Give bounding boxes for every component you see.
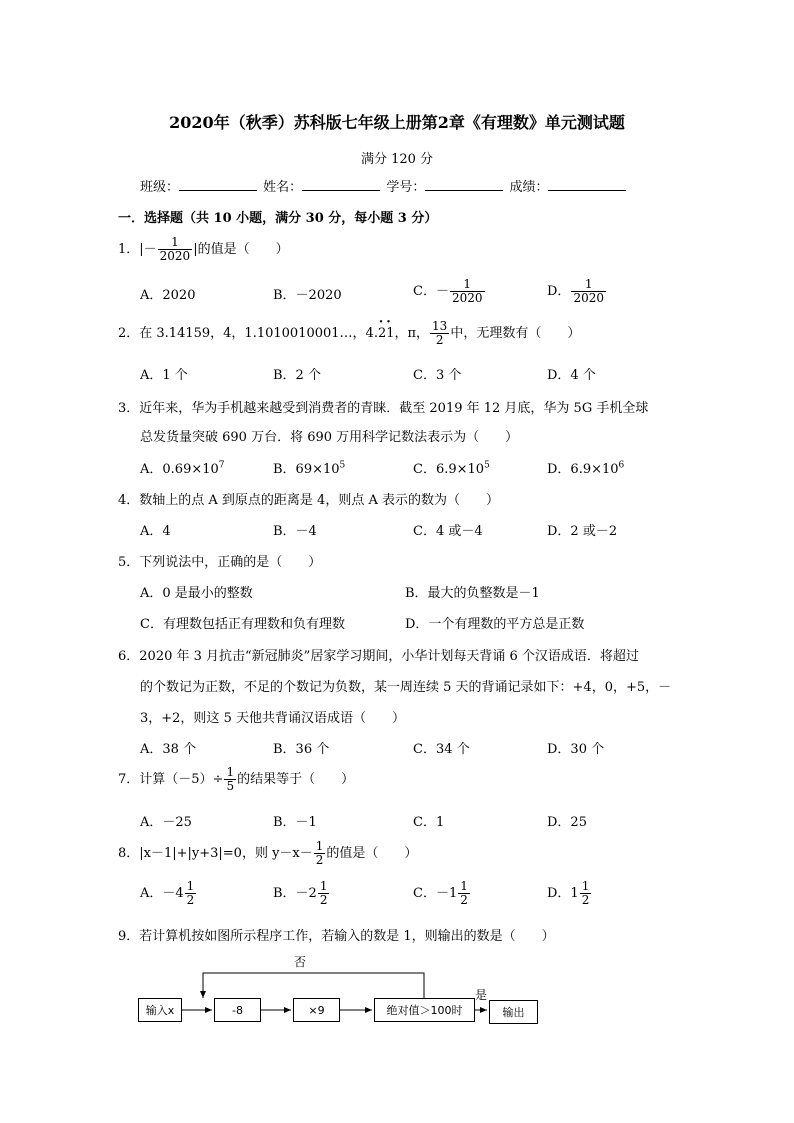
q5-option-a: A．0 是最小的整数 xyxy=(140,586,253,601)
section-heading: 一．选择题（共 10 小题，满分 30 分，每小题 3 分） xyxy=(118,211,438,226)
repeating-decimal: ·· 21 xyxy=(377,315,395,342)
q1-pre: 1．|－ xyxy=(118,242,157,258)
question-4: 4．数轴上的点 A 到原点的距离是 4，则点 A 表示的数为（ ） xyxy=(118,493,499,508)
q3-option-d: D．$6.9\times 10^6$ xyxy=(547,460,625,477)
arrow-loop-back xyxy=(203,973,424,1000)
q5-option-c: C．有理数包括正有理数和负有理数 xyxy=(140,617,345,632)
page-subtitle: 满分 120 分 xyxy=(360,152,434,167)
q1-option-d: D． $\frac{1}{2020}$ xyxy=(547,277,604,306)
score-blank xyxy=(548,176,626,191)
id-label: 学号： xyxy=(386,180,426,195)
q1-option-b: B．－2020 xyxy=(273,288,342,303)
flow-input-box: 输入x xyxy=(138,998,182,1022)
name-label: 姓名： xyxy=(263,180,303,195)
q4-option-c: C．4 或－4 xyxy=(413,524,483,539)
flow-condition-box: 绝对值＞100时 xyxy=(374,998,475,1022)
q2-option-b: B．2 个 xyxy=(273,368,321,383)
score-label: 成绩： xyxy=(509,180,549,195)
question-2: 2．在 3.14159，4，1.1010010001…，4. ·· 21，π， $\frac{13}{2}$ 中，无理数有（ ） xyxy=(118,315,581,348)
question-3-line2: 总发货量突破 690 万台．将 690 万用科学记数法表示为（ ） xyxy=(140,430,519,445)
q6-option-c: C．34 个 xyxy=(413,742,470,757)
question-1 xyxy=(118,236,289,263)
q1-fraction: $\frac{1}{2020}$ xyxy=(159,235,191,264)
q7-option-a: A．－25 xyxy=(140,815,192,830)
student-info-row xyxy=(140,176,628,195)
q3-option-a: A．$0.69\times 10^7$ xyxy=(140,460,225,477)
question-6-line3: 3，+2，则这 5 天他共背诵汉语成语（ ） xyxy=(140,711,405,726)
flow-step1-box: -8 xyxy=(214,998,261,1022)
question-3-line1: 3．近年来，华为手机越来越受到消费者的青睐．截至 2019 年 12 月底，华为 5G 手机全球 xyxy=(118,401,649,416)
flow-yes-label: 是 xyxy=(475,988,488,1002)
q1-option-a: A．2020 xyxy=(140,288,196,303)
q2-option-c: C．3 个 xyxy=(413,368,462,383)
q6-option-a: A．38 个 xyxy=(140,742,197,757)
q8-option-c: C．－1 $\frac{1}{2}$ xyxy=(413,879,468,908)
q6-option-b: B．36 个 xyxy=(273,742,330,757)
question-5: 5．下列说法中，正确的是（ ） xyxy=(118,555,322,570)
q8-option-d: D．1 $\frac{1}{2}$ xyxy=(547,879,590,908)
q6-option-d: D．30 个 xyxy=(547,742,605,757)
question-8: 8．|x－1|+|y+3|=0，则 y－x－ $\frac{1}{2}$ 的值是（ ） xyxy=(118,839,418,868)
q7-option-d: D．25 xyxy=(547,815,587,830)
page-title: 2020年（秋季）苏科版七年级上册第2章《有理数》单元测试题 xyxy=(169,113,625,132)
class-label: 班级： xyxy=(140,180,180,195)
q8-option-a: A．－4 $\frac{1}{2}$ xyxy=(140,879,195,908)
question-7: 7．计算（－5）÷ $\frac{1}{5}$ 的结果等于（ ） xyxy=(118,765,355,794)
q1-option-c: C．－ $\frac{1}{2020}$ xyxy=(413,277,483,306)
q7-fraction: $\frac{1}{5}$ xyxy=(226,765,235,794)
q4-option-d: D．2 或－2 xyxy=(547,524,618,539)
q4-option-a: A．4 xyxy=(140,524,171,539)
name-blank xyxy=(302,176,380,191)
q2-option-d: D．4 个 xyxy=(547,368,596,383)
q3-option-c: C．$6.9\times 10^5$ xyxy=(413,460,490,477)
flow-output-box: 输出 xyxy=(489,1000,538,1024)
q7-option-b: B．－1 xyxy=(273,815,317,830)
id-blank xyxy=(425,176,503,191)
question-9: 9．若计算机按如图所示程序工作，若输入的数是 1，则输出的数是（ ） xyxy=(118,929,555,944)
q7-option-c: C．1 xyxy=(413,815,445,830)
q5-option-b: B．最大的负整数是－1 xyxy=(405,586,540,601)
q8-fraction: $\frac{1}{2}$ xyxy=(315,839,324,868)
q2-option-a: A．1 个 xyxy=(140,368,188,383)
q2-fraction: $\frac{13}{2}$ xyxy=(432,319,448,348)
q5-option-d: D．一个有理数的平方总是正数 xyxy=(405,617,585,632)
q3-option-b: B．$69\times 10^5$ xyxy=(273,460,346,477)
flow-step2-box: ×9 xyxy=(293,998,340,1022)
flow-no-label: 否 xyxy=(294,955,307,969)
q1-post: |的值是（ ） xyxy=(193,242,289,258)
q8-option-b: B．－2 $\frac{1}{2}$ xyxy=(273,879,328,908)
q4-option-b: B．－4 xyxy=(273,524,317,539)
question-6-line1: 6．2020 年 3 月抗击“新冠肺炎”居家学习期间，小华计划每天背诵 6 个汉语成语．将超过 xyxy=(118,649,639,664)
question-6-line2: 的个数记为正数，不足的个数记为负数，某一周连续 5 天的背诵记录如下：+4，0，+5，－ xyxy=(140,680,672,695)
class-blank xyxy=(179,176,257,191)
